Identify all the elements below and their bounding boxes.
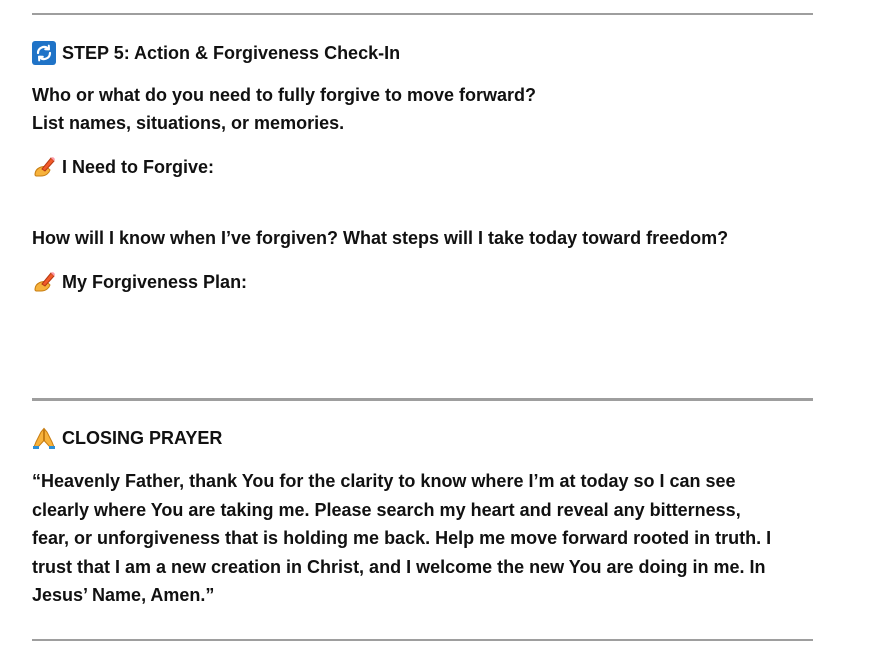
step5-title: STEP 5: Action & Forgiveness Check-In (62, 43, 401, 63)
forgive-heading (32, 155, 214, 179)
praying-hands-icon (32, 426, 56, 450)
writing-hand-icon (32, 155, 56, 179)
prayer-line: fear, or unforgiveness that is holding me back. Help me move forward rooted in truth. I (32, 528, 772, 548)
closing-prayer (32, 467, 822, 610)
divider-bottom (32, 639, 813, 641)
plan-heading (32, 270, 247, 294)
closing-heading (32, 426, 222, 450)
prayer-line: “Heavenly Father, thank You for the clarity to know where I’m at today so I can see (32, 471, 736, 491)
question1-line1: Who or what do you need to fully forgive to move forward? (32, 85, 537, 105)
prayer-line: clearly where You are taking me. Please search my heart and reveal any bitterness, (32, 499, 741, 520)
closing-title: CLOSING PRAYER (62, 428, 223, 448)
forgive-label: I Need to Forgive: (62, 157, 215, 177)
divider-top (32, 13, 813, 15)
question2: How will I know when I’ve forgiven? What steps will I take today toward freedom? (32, 228, 729, 248)
repeat-arrows-icon (32, 41, 56, 65)
divider-middle (32, 398, 813, 401)
plan-label: My Forgiveness Plan: (62, 272, 248, 292)
question1-line2: List names, situations, or memories. (32, 113, 345, 133)
prayer-line: trust that I am a new creation in Christ, and I welcome the new You are doing in me. In (32, 556, 766, 577)
prayer-line: Jesus’ Name, Amen.” (32, 585, 215, 605)
writing-hand-icon (32, 270, 56, 294)
step5-heading (32, 41, 400, 65)
